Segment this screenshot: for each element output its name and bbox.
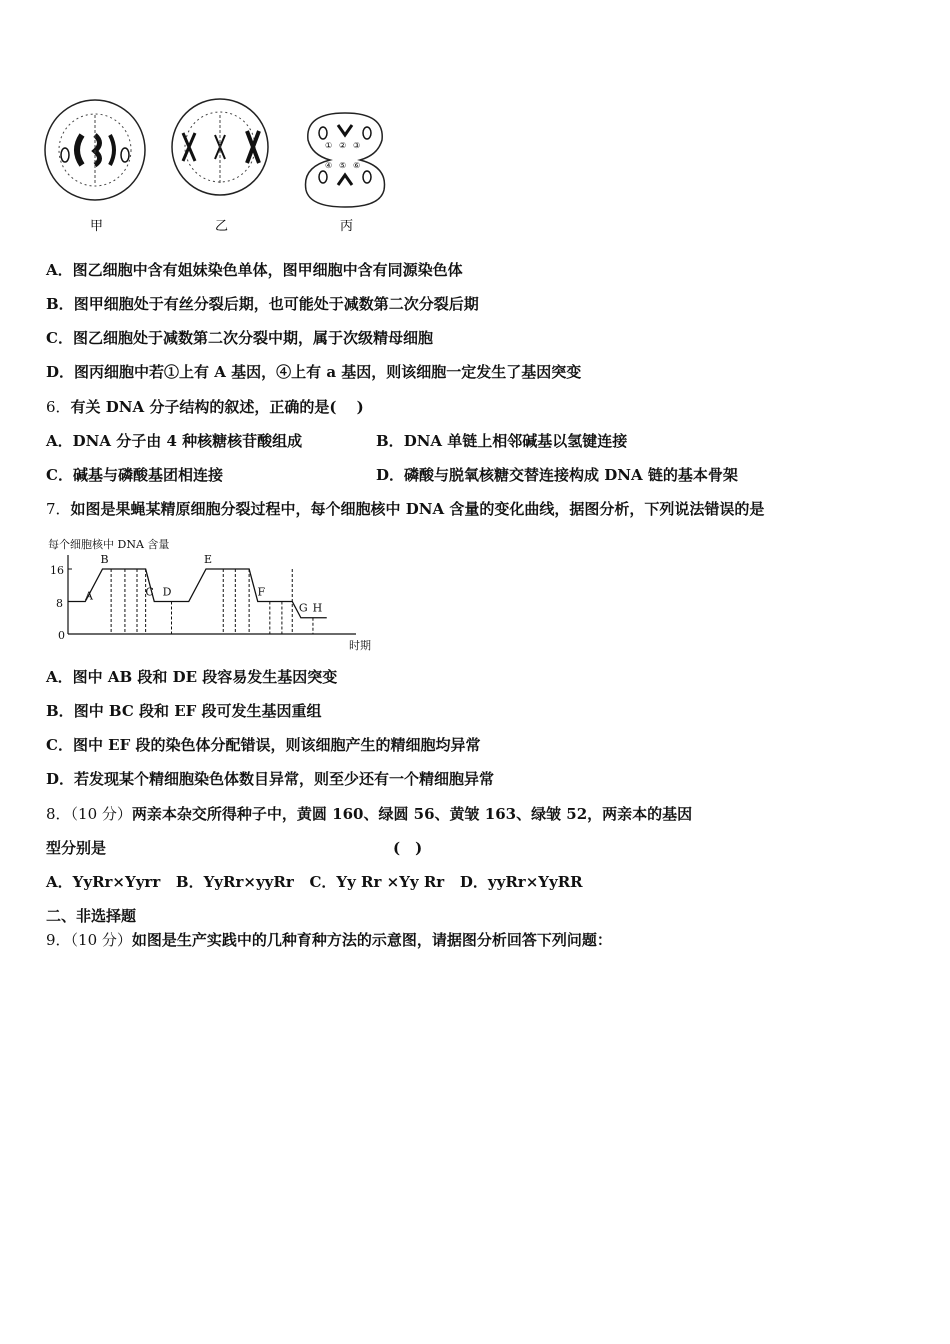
q7-option-b	[46, 701, 322, 721]
option-text: YyRr×yyRr	[203, 873, 294, 891]
option-text: yyRr×YyRR	[487, 873, 583, 891]
question-number: 6．	[46, 398, 71, 416]
section-title	[46, 906, 136, 926]
point-label-F: F	[257, 585, 266, 599]
bing-label-2: ②	[339, 141, 347, 150]
question-text: 如图是生产实践中的几种育种方法的示意图，请据图分析回答下列问题：	[131, 931, 612, 949]
option-key: D．	[459, 873, 488, 891]
question-number: 7．	[46, 500, 71, 518]
option-key: B．	[376, 432, 404, 450]
q9-stem	[46, 930, 612, 950]
bing-label-3: ③	[353, 141, 361, 150]
q7-stem	[46, 499, 764, 519]
bing-label-5: ⑤	[339, 161, 347, 170]
option-key: C．	[46, 329, 73, 347]
question-text: 型分别是	[46, 839, 107, 857]
option-text: 图中 BC 段和 EF 段可发生基因重组	[73, 702, 322, 720]
q5-option-d	[46, 362, 581, 382]
cell-jia	[45, 100, 145, 200]
bing-label-6: ⑥	[353, 161, 361, 170]
caption-jia: 甲	[90, 219, 104, 234]
option-text: 若发现某个精细胞染色体数目异常，则至少还有一个精细胞异常	[74, 770, 495, 788]
answer-blank: ( )	[393, 839, 423, 857]
option-key: A．	[46, 261, 73, 279]
question-text: 如图是果蝇某精原细胞分裂过程中，每个细胞核中 DNA 含量的变化曲线，据图分析，下列说法错误的是	[70, 500, 765, 518]
q8-option-a	[46, 873, 160, 891]
option-text: 图甲细胞处于有丝分裂后期，也可能处于减数第二次分裂后期	[73, 295, 479, 313]
option-text: 碱基与磷酸基团相连接	[72, 466, 223, 484]
q8-paren	[393, 838, 422, 858]
question-score: （10 分）	[70, 805, 132, 823]
bing-label-1: ①	[325, 141, 333, 150]
q6-option-c	[46, 465, 223, 485]
option-key: C．	[46, 466, 73, 484]
option-key: D．	[46, 770, 75, 788]
cell-figures	[40, 95, 400, 240]
option-key: D．	[46, 363, 75, 381]
q8-option-b	[176, 873, 294, 891]
q5-option-b	[46, 294, 479, 314]
option-text: 图中 EF 段的染色体分配错误，则该细胞产生的精细胞均异常	[72, 736, 481, 754]
option-text: 图乙细胞处于减数第二次分裂中期，属于次级精母细胞	[72, 329, 433, 347]
point-label-B: B	[100, 552, 109, 566]
q8-stem	[46, 804, 692, 824]
caption-bing: 丙	[340, 219, 354, 234]
option-key: C．	[309, 873, 337, 891]
point-label-E: E	[204, 552, 213, 566]
option-text: 图丙细胞中若①上有 A 基因，④上有 a 基因，则该细胞一定发生了基因突变	[74, 363, 582, 381]
option-key: D．	[376, 466, 405, 484]
question-score: （10 分）	[70, 931, 132, 949]
option-key: B．	[46, 702, 74, 720]
bing-label-4: ④	[325, 161, 333, 170]
dna-content-chart	[44, 533, 384, 655]
option-key: C．	[46, 736, 73, 754]
y-tick-0: 0	[58, 629, 65, 642]
section-title-text: 二、非选择题	[46, 907, 137, 925]
option-text: 磷酸与脱氧核糖交替连接构成 DNA 链的基本骨架	[404, 466, 738, 484]
option-key: A．	[46, 668, 73, 686]
chart-ylabel: 每个细胞核中 DNA 含量	[48, 538, 170, 551]
option-key: A．	[46, 432, 73, 450]
point-label-H: H	[312, 601, 323, 615]
q6-option-a	[46, 431, 302, 451]
chart-point-labels	[84, 553, 322, 615]
chart-xlabel: 时期	[349, 639, 371, 652]
q6-option-b	[376, 431, 627, 451]
q7-option-d	[46, 769, 494, 789]
y-tick-16: 16	[50, 564, 64, 577]
q5-option-c	[46, 328, 433, 348]
q8-options	[46, 872, 583, 892]
cell-yi	[172, 99, 268, 195]
option-key: A．	[46, 873, 73, 891]
cell-bing	[306, 113, 385, 207]
q8-stem-line2	[46, 838, 106, 858]
y-tick-8: 8	[56, 597, 63, 610]
option-text: Yy Rr ×Yy Rr	[336, 873, 445, 891]
option-text: 图中 AB 段和 DE 段容易发生基因突变	[72, 668, 338, 686]
q6-option-d	[376, 465, 738, 485]
option-text: 图乙细胞中含有姐妹染色单体，图甲细胞中含有同源染色体	[72, 261, 463, 279]
q7-option-a	[46, 667, 337, 687]
question-number: 9．	[46, 931, 71, 949]
question-text: 有关 DNA 分子结构的叙述，正确的是( )	[70, 398, 364, 416]
option-key: B．	[175, 873, 204, 891]
point-label-G: G	[298, 601, 308, 615]
option-text: DNA 分子由 4 种核糖核苷酸组成	[72, 432, 303, 450]
option-text: YyRr×Yyrr	[72, 873, 161, 891]
point-label-D: D	[162, 585, 172, 599]
question-text: 两亲本杂交所得种子中，黄圆 160、绿圆 56、黄皱 163、绿皱 52，两亲本的基因	[131, 805, 693, 823]
q5-option-a	[46, 260, 463, 280]
point-label-C: C	[145, 585, 154, 599]
dna-series-line	[68, 569, 327, 618]
point-label-A: A	[84, 589, 93, 603]
option-text: DNA 单链上相邻碱基以氢键连接	[403, 432, 628, 450]
caption-yi: 乙	[215, 219, 229, 234]
q6-stem	[46, 397, 364, 417]
q8-option-c	[309, 873, 444, 891]
chart-plot	[68, 569, 327, 634]
q8-option-d	[460, 873, 583, 891]
question-number: 8．	[46, 805, 71, 823]
option-key: B．	[46, 295, 74, 313]
q7-option-c	[46, 735, 480, 755]
